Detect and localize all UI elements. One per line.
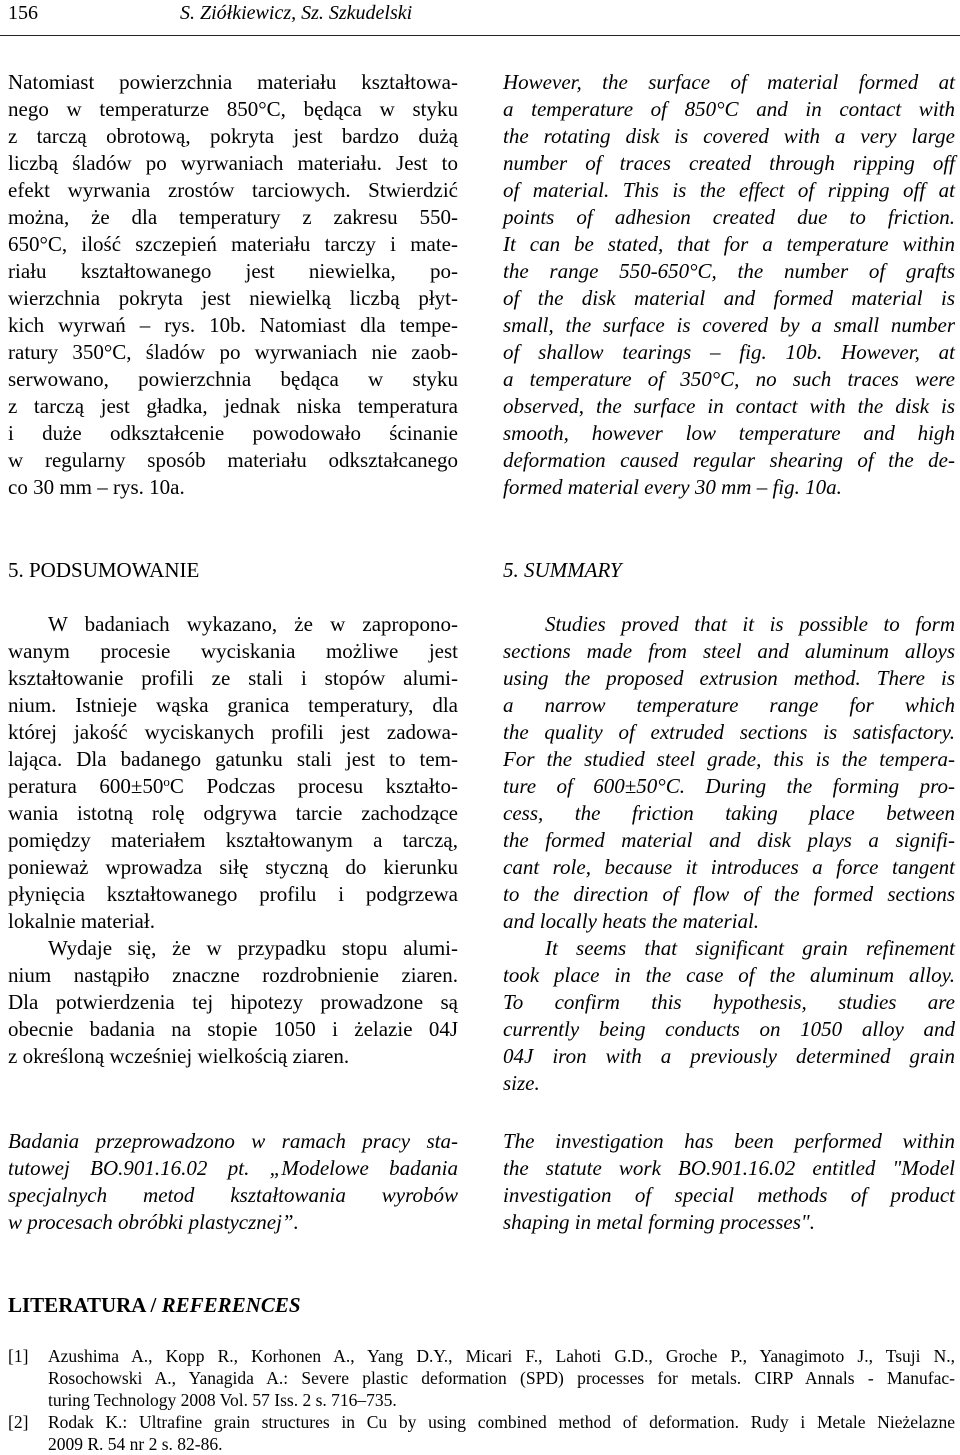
- text-line: lająca. Dla badanego gatunku stali jest to tem-: [8, 747, 458, 771]
- english-acknowledgement: [503, 1128, 955, 1236]
- text-line: z tarczą jest gładka, jednak niska temperatura: [8, 394, 458, 418]
- text-line: Dla potwierdzenia tej hipotezy prowadzone są: [8, 990, 458, 1014]
- text-line: the range 550-650°C, the number of grafts: [503, 259, 955, 283]
- text-line: deformation caused regular shearing of the de-: [503, 448, 955, 472]
- text-line: For the studied steel grade, this is the tempera-: [503, 747, 955, 771]
- text-line: Rodak K.: Ultrafine grain structures in Cu by using combined method of deformation. Rudy i Metale Nieżelazne: [48, 1412, 955, 1432]
- text-line: size.: [503, 1071, 540, 1095]
- text-line: a narrow temperature range for which: [503, 693, 955, 717]
- text-line: shaping in metal forming processes".: [503, 1210, 815, 1234]
- text-line: riału kształtowanego jest niewielka, po-: [8, 259, 458, 283]
- text-line: cess, the friction taking place between: [503, 801, 955, 825]
- text-line: 2009 R. 54 nr 2 s. 82-86.: [48, 1434, 223, 1454]
- polish-paragraph-results: [8, 69, 458, 501]
- text-line: której jakość wyciskanych profili jest zadowa-: [8, 720, 458, 744]
- text-line: of shallow tearings – fig. 10b. However, at: [503, 340, 955, 364]
- text-line: Natomiast powierzchnia materiału kształtowa-: [8, 70, 458, 94]
- text-line: i duże odkształcenie powodowało ścinanie: [8, 421, 458, 445]
- degree-superscript: o: [163, 773, 170, 789]
- page-number: 156: [8, 2, 38, 24]
- text-line: co 30 mm – rys. 10a.: [8, 475, 185, 499]
- text-line: płynięcia kształtowanego profilu i podgrzewa: [8, 882, 458, 906]
- text-line: serwowano, powierzchnia będąca w styku: [8, 367, 458, 391]
- text-line: efekt wyrwania zrostów tarciowych. Stwierdzić: [8, 178, 458, 202]
- polish-summary-paragraph-1: [8, 611, 458, 935]
- text-line: W badaniach wykazano, że w zapropono-: [48, 612, 458, 636]
- text-line: a temperature of 350°C, no such traces were: [503, 367, 955, 391]
- text-line: and locally heats the material.: [503, 909, 760, 933]
- reference-2-text: [48, 1411, 955, 1455]
- english-summary-paragraph-1: [503, 611, 955, 935]
- text-line: w procesach obróbki plastycznej”.: [8, 1210, 299, 1234]
- text-line: Badania przeprowadzono w ramach pracy sta-: [8, 1129, 458, 1153]
- reference-1-label: [1]: [8, 1346, 29, 1366]
- text-line: It can be stated, that for a temperature within: [503, 232, 955, 256]
- text-line: small, the surface is covered by a small number: [503, 313, 955, 337]
- text-line: można, że dla temperatury z zakresu 550-: [8, 205, 458, 229]
- text-line: Wydaje się, że w przypadku stopu alumi-: [48, 936, 458, 960]
- polish-acknowledgement: [8, 1128, 458, 1236]
- text-line: pomiędzy materiałem kształtowanym a tarczą,: [8, 828, 458, 852]
- reference-1-text: [48, 1345, 955, 1411]
- text-line: tutowej BO.901.16.02 pt. „Modelowe badania: [8, 1156, 458, 1180]
- text-line: points of adhesion created due to friction.: [503, 205, 955, 229]
- text-line: ponieważ wprowadza siłę styczną do kierunku: [8, 855, 458, 879]
- english-summary-heading: 5. SUMMARY: [503, 558, 622, 582]
- references-heading: [8, 1292, 301, 1319]
- text-line: formed material every 30 mm – fig. 10a.: [503, 475, 842, 499]
- text-line: to the direction of flow of the formed sections: [503, 882, 955, 906]
- text-line: The investigation has been performed within: [503, 1129, 955, 1153]
- text-line: wanym procesie wyciskania możliwe jest: [8, 639, 458, 663]
- text-line: the quality of extruded sections is satisfactory.: [503, 720, 955, 744]
- text-segment: peratura 600±50: [8, 774, 164, 798]
- text-line: [8, 773, 458, 800]
- text-line: To confirm this hypothesis, studies are: [503, 990, 955, 1014]
- text-line: of the disk material and formed material is: [503, 286, 955, 310]
- header-rule: [0, 35, 960, 36]
- text-line: 04J iron with a previously determined grain: [503, 1044, 955, 1068]
- polish-summary-heading: 5. PODSUMOWANIE: [8, 558, 200, 582]
- references-heading-en: REFERENCES: [161, 1293, 301, 1317]
- text-line: z tarczą obrotową, pokryta jest bardzo dużą: [8, 124, 458, 148]
- reference-2-label: [2]: [8, 1412, 29, 1432]
- text-line: a temperature of 850°C and in contact with: [503, 97, 955, 121]
- text-line: ture of 600±50°C. During the forming pro-: [503, 774, 955, 798]
- text-line: sections made from steel and aluminum alloys: [503, 639, 955, 663]
- text-line: kich wyrwań – rys. 10b. Natomiast dla tempe-: [8, 313, 458, 337]
- text-line: Studies proved that it is possible to form: [545, 612, 955, 636]
- text-line: wierzchnia pokryta jest niewielką liczbą płyt-: [8, 286, 458, 310]
- text-line: of material. This is the effect of ripping off at: [503, 178, 955, 202]
- english-paragraph-results: [503, 69, 955, 501]
- text-line: lokalnie materiał.: [8, 909, 155, 933]
- text-line: Azushima A., Kopp R., Korhonen A., Yang D.Y., Micari F., Lahoti G.D., Groche P., Yanagimoto J., Tsuji N.,: [48, 1346, 955, 1366]
- text-line: However, the surface of material formed at: [503, 70, 955, 94]
- text-line: investigation of special methods of product: [503, 1183, 955, 1207]
- text-line: kształtowanie profili ze stali i stopów alumi-: [8, 666, 458, 690]
- text-line: the statute work BO.901.16.02 entitled "Model: [503, 1156, 955, 1180]
- text-segment: C Podczas procesu kształto-: [169, 774, 458, 798]
- text-line: currently being conducts on 1050 alloy and: [503, 1017, 955, 1041]
- text-line: nego w temperaturze 850°C, będąca w styku: [8, 97, 458, 121]
- text-line: It seems that significant grain refinement: [545, 936, 955, 960]
- text-line: w regularny sposób materiału odkształcanego: [8, 448, 458, 472]
- text-line: liczbą śladów po wyrwaniach materiału. Jest to: [8, 151, 458, 175]
- text-line: obecnie badania na stopie 1050 i żelazie 04J: [8, 1017, 458, 1041]
- text-line: the rotating disk is covered with a very large: [503, 124, 955, 148]
- text-line: turing Technology 2008 Vol. 57 Iss. 2 s. 716–735.: [48, 1390, 397, 1410]
- text-line: observed, the surface in contact with the disk is: [503, 394, 955, 418]
- text-line: specjalnych metod kształtowania wyrobów: [8, 1183, 458, 1207]
- text-line: ratury 350°C, śladów po wyrwaniach nie zaob-: [8, 340, 458, 364]
- text-line: Rosochowski A., Yanagida A.: Severe plastic deformation (SPD) processes for metals. CIRP Annals - Manufac-: [48, 1368, 955, 1388]
- polish-summary-paragraph-2: [8, 935, 458, 1070]
- text-line: the formed material and disk plays a signifi-: [503, 828, 955, 852]
- text-line: 650°C, ilość szczepień materiału tarczy i mate-: [8, 232, 458, 256]
- text-line: nium. Istnieje wąska granica temperatury, dla: [8, 693, 458, 717]
- text-line: smooth, however low temperature and high: [503, 421, 955, 445]
- text-line: cant role, because it introduces a force tangent: [503, 855, 955, 879]
- running-head-authors: S. Ziółkiewicz, Sz. Szkudelski: [180, 2, 413, 24]
- text-line: wania istotną rolę odgrywa tarcie zachodzące: [8, 801, 458, 825]
- text-line: nium nastąpiło znaczne rozdrobnienie ziaren.: [8, 963, 458, 987]
- text-line: z określoną wcześniej wielkością ziaren.: [8, 1044, 350, 1068]
- text-line: took place in the case of the aluminum alloy.: [503, 963, 955, 987]
- english-summary-paragraph-2: [503, 935, 955, 1097]
- text-line: number of traces created through ripping off: [503, 151, 955, 175]
- references-heading-pl: LITERATURA /: [8, 1293, 157, 1317]
- text-line: using the proposed extrusion method. There is: [503, 666, 955, 690]
